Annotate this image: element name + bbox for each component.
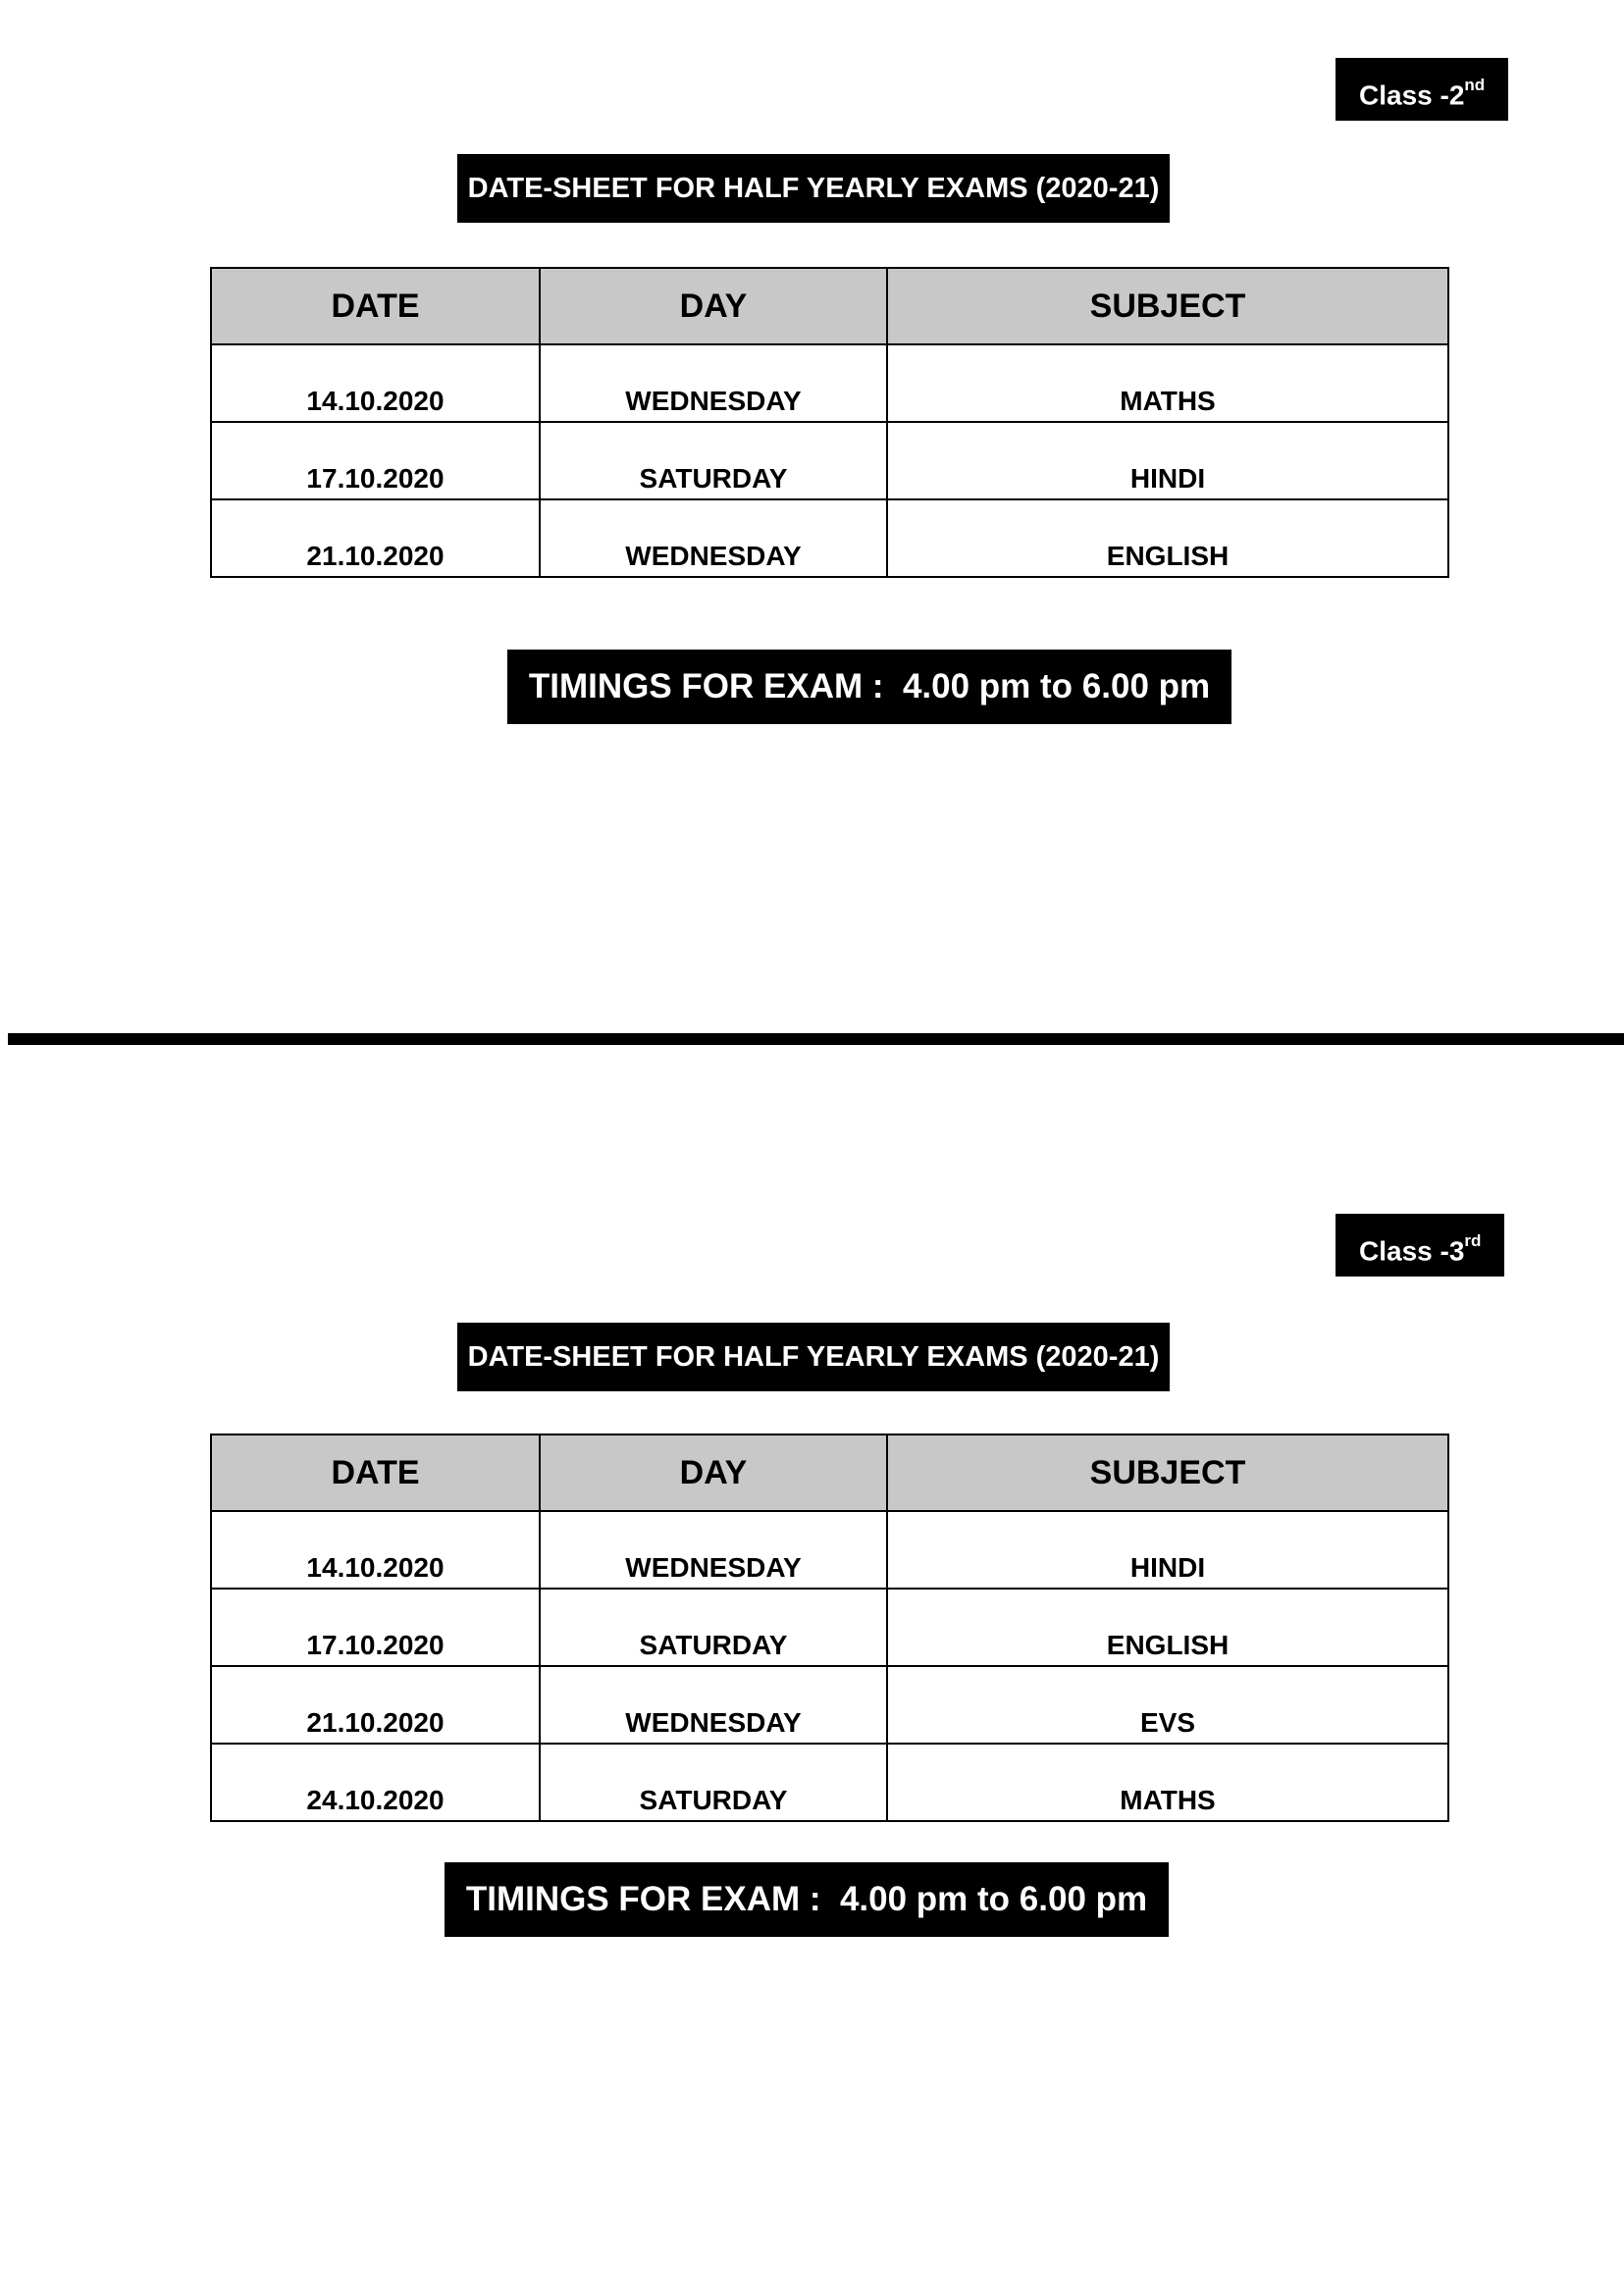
table-row xyxy=(211,499,1448,577)
table-row xyxy=(211,1589,1448,1666)
column-header-subject: SUBJECT xyxy=(887,268,1448,344)
class-suffix: rd xyxy=(1464,1231,1482,1250)
exam-subject: HINDI xyxy=(887,1511,1448,1589)
table-row xyxy=(211,1666,1448,1744)
exam-subject: MATHS xyxy=(887,1744,1448,1821)
class-label: Class -2 xyxy=(1359,79,1465,111)
class-badge xyxy=(1336,1214,1504,1277)
table-row xyxy=(211,1511,1448,1589)
class-label: Class -3 xyxy=(1359,1235,1465,1267)
class-badge xyxy=(1336,58,1508,121)
exam-day: SATURDAY xyxy=(540,1589,887,1666)
column-header-day: DAY xyxy=(540,268,887,344)
exam-timings-banner: TIMINGS FOR EXAM : 4.00 pm to 6.00 pm xyxy=(507,650,1231,724)
datesheet-title: DATE-SHEET FOR HALF YEARLY EXAMS (2020-21) xyxy=(457,1323,1170,1391)
column-header-subject: SUBJECT xyxy=(887,1434,1448,1511)
exam-subject: EVS xyxy=(887,1666,1448,1744)
exam-schedule-table xyxy=(210,267,1449,578)
exam-day: WEDNESDAY xyxy=(540,499,887,577)
exam-date: 21.10.2020 xyxy=(211,1666,540,1744)
class-suffix: nd xyxy=(1464,76,1486,94)
exam-date: 21.10.2020 xyxy=(211,499,540,577)
column-header-date: DATE xyxy=(211,1434,540,1511)
table-header-row xyxy=(211,1434,1448,1511)
table-row xyxy=(211,344,1448,422)
exam-subject: ENGLISH xyxy=(887,1589,1448,1666)
exam-schedule-table xyxy=(210,1434,1449,1822)
column-header-date: DATE xyxy=(211,268,540,344)
exam-date: 14.10.2020 xyxy=(211,1511,540,1589)
exam-timings-banner: TIMINGS FOR EXAM : 4.00 pm to 6.00 pm xyxy=(445,1862,1169,1937)
exam-subject: HINDI xyxy=(887,422,1448,499)
exam-day: WEDNESDAY xyxy=(540,1666,887,1744)
exam-date: 14.10.2020 xyxy=(211,344,540,422)
datesheet-title: DATE-SHEET FOR HALF YEARLY EXAMS (2020-21) xyxy=(457,154,1170,223)
column-header-day: DAY xyxy=(540,1434,887,1511)
table-row xyxy=(211,1744,1448,1821)
exam-day: SATURDAY xyxy=(540,422,887,499)
table-header-row xyxy=(211,268,1448,344)
exam-day: WEDNESDAY xyxy=(540,344,887,422)
exam-subject: ENGLISH xyxy=(887,499,1448,577)
exam-date: 17.10.2020 xyxy=(211,1589,540,1666)
exam-day: WEDNESDAY xyxy=(540,1511,887,1589)
table-row xyxy=(211,422,1448,499)
exam-day: SATURDAY xyxy=(540,1744,887,1821)
exam-date: 17.10.2020 xyxy=(211,422,540,499)
exam-date: 24.10.2020 xyxy=(211,1744,540,1821)
exam-subject: MATHS xyxy=(887,344,1448,422)
section-divider xyxy=(8,1033,1624,1045)
